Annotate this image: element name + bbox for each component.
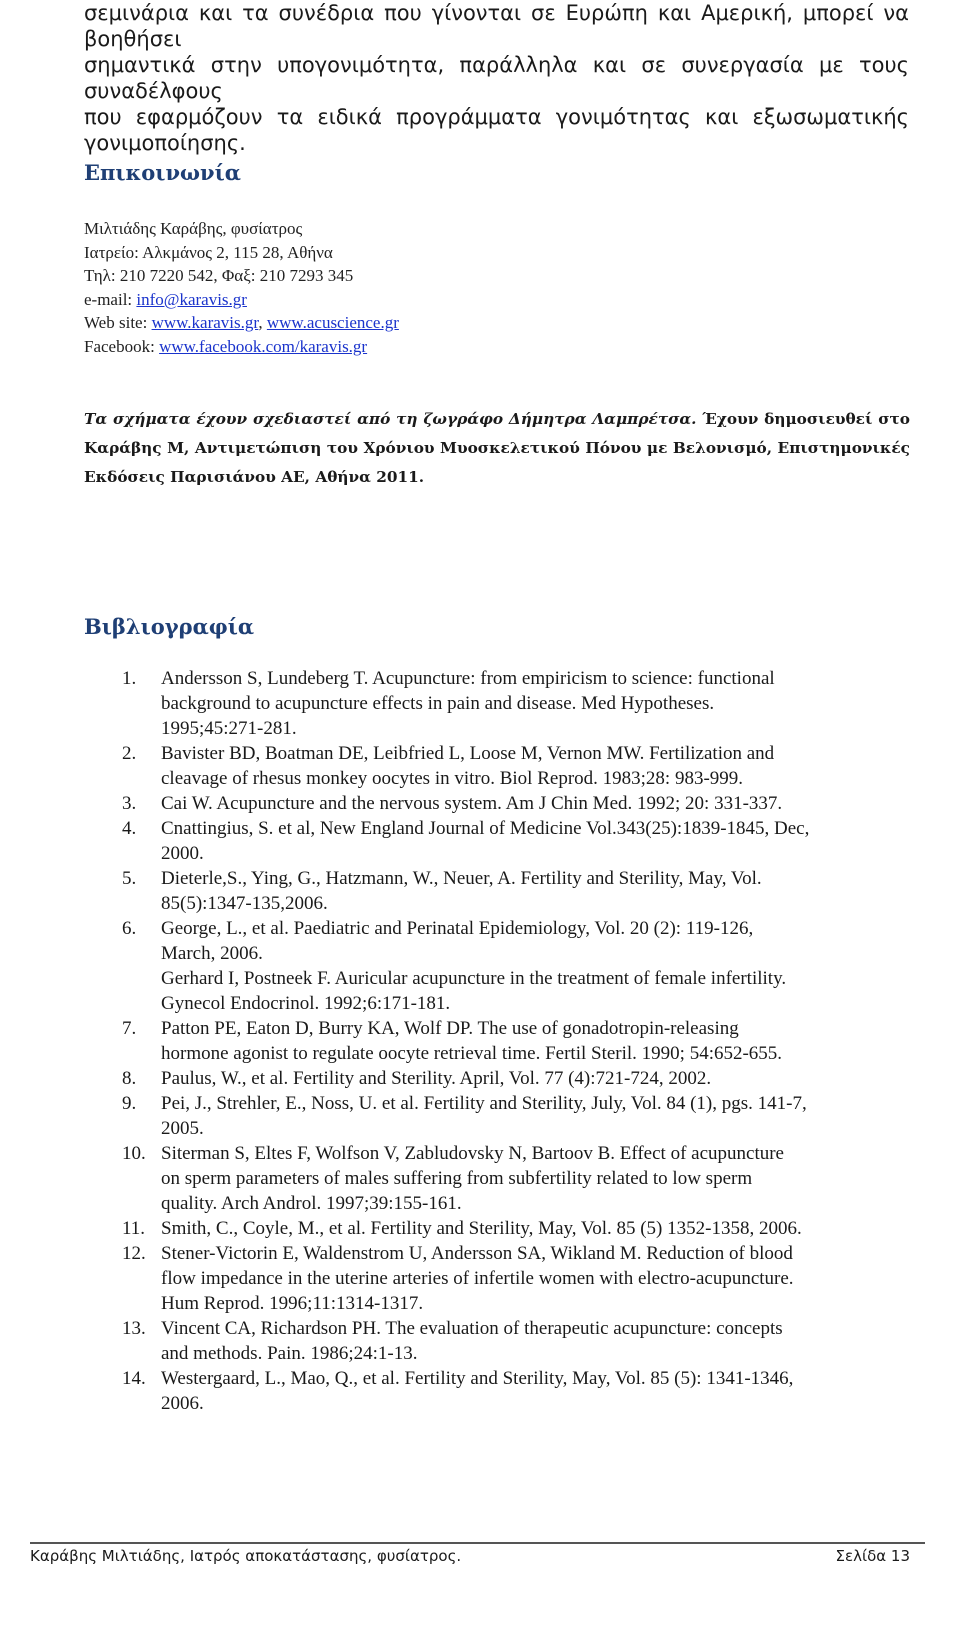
reference-line: 85(5):1347-135,2006. bbox=[161, 893, 328, 914]
reference-text bbox=[161, 1316, 960, 1366]
reference-line: 1995;45:271-281. bbox=[161, 718, 297, 739]
reference-item bbox=[84, 1216, 960, 1241]
reference-item bbox=[84, 1066, 960, 1091]
reference-line: Gerhard I, Postneek F. Auricular acupuncture in the treatment of female infertility. bbox=[161, 968, 787, 989]
reference-item bbox=[84, 1141, 960, 1216]
reference-item bbox=[84, 741, 960, 791]
bibliography-heading: Βιβλιογραφία bbox=[84, 614, 255, 639]
reference-item bbox=[84, 916, 960, 1016]
footer-page-number: Σελίδα 13 bbox=[835, 1547, 910, 1565]
reference-line: Bavister BD, Boatman DE, Leibfried L, Loose M, Vernon MW. Fertilization and bbox=[161, 743, 775, 764]
reference-line: on sperm parameters of males suffering from subfertility related to low sperm bbox=[161, 1168, 753, 1189]
reference-text bbox=[161, 816, 960, 866]
figures-note bbox=[84, 405, 957, 492]
reference-line: March, 2006. bbox=[161, 943, 263, 964]
facebook-label: Facebook: bbox=[84, 336, 160, 356]
website-link-acuscience[interactable]: www.acuscience.gr bbox=[266, 313, 399, 332]
contact-name: Μιλτιάδης Καράβης, φυσίατρος bbox=[84, 219, 303, 238]
reference-text bbox=[161, 791, 960, 816]
reference-line: Paulus, W., et al. Fertility and Sterility. April, Vol. 77 (4):721-724, 2002. bbox=[161, 1068, 712, 1089]
email-link[interactable]: info@karavis.gr bbox=[136, 289, 247, 309]
reference-line: Westergaard, L., Mao, Q., et al. Fertility and Sterility, May, Vol. 85 (5): 1341-1346, bbox=[161, 1368, 794, 1389]
reference-line: background to acupuncture effects in pain and disease. Med Hypotheses. bbox=[161, 693, 715, 714]
facebook-link[interactable]: www.facebook.com/karavis.gr bbox=[159, 336, 368, 356]
reference-item bbox=[84, 1016, 960, 1066]
reference-line: 2005. bbox=[161, 1118, 204, 1139]
reference-text bbox=[161, 666, 960, 741]
reference-line: Cnattingius, S. et al, New England Journal of Medicine Vol.343(25):1839-1845, Dec, bbox=[161, 818, 810, 839]
intro-line: γονιμοποίησης. bbox=[84, 131, 246, 155]
reference-text bbox=[161, 741, 960, 791]
reference-number: 13. bbox=[122, 1318, 146, 1339]
reference-item bbox=[84, 816, 960, 866]
reference-number: 4. bbox=[122, 818, 137, 839]
reference-text bbox=[161, 1066, 960, 1091]
intro-line: σεμινάρια και τα συνέδρια που γίνονται σε Ευρώπη και Αμερική, μπορεί να βοηθήσει bbox=[84, 1, 909, 51]
reference-line: Cai W. Acupuncture and the nervous system. Am J Chin Med. 1992; 20: 331-337. bbox=[161, 793, 783, 814]
reference-line: 2006. bbox=[161, 1393, 204, 1414]
contact-heading: Επικοινωνία bbox=[84, 160, 241, 185]
reference-number: 7. bbox=[122, 1018, 137, 1039]
reference-text bbox=[161, 866, 960, 916]
web-label: Web site: bbox=[84, 313, 152, 332]
reference-line: Andersson S, Lundeberg T. Acupuncture: from empiricism to science: functional bbox=[161, 668, 775, 689]
note-italic: Τα σχήματα έχουν σχεδιαστεί από τη ζωγράφο Δήμητρα Λαμπρέτσα. bbox=[84, 410, 697, 428]
reference-number: 2. bbox=[122, 743, 137, 764]
reference-line: Vincent CA, Richardson PH. The evaluation of therapeutic acupuncture: concepts bbox=[161, 1318, 783, 1339]
email-label: e-mail: bbox=[84, 289, 137, 309]
intro-line: σημαντικά στην υπογονιμότητα, παράλληλα και σε συνεργασία με τους συναδέλφους bbox=[84, 53, 909, 103]
reference-item bbox=[84, 666, 960, 741]
intro-line: που εφαρμόζουν τα ειδικά προγράμματα γονιμότητας και εξωσωματικής bbox=[84, 105, 909, 129]
reference-number: 9. bbox=[122, 1093, 137, 1114]
reference-line: Gynecol Endocrinol. 1992;6:171-181. bbox=[161, 993, 451, 1014]
footer-author: Καράβης Μιλτιάδης, Ιατρός αποκατάστασης, φυσίατρος. bbox=[30, 1547, 462, 1565]
reference-text bbox=[161, 1016, 960, 1066]
note-line1-rest: Έχουν δημοσιευθεί στο bbox=[696, 410, 911, 428]
reference-item bbox=[84, 1316, 960, 1366]
reference-text bbox=[161, 1241, 960, 1316]
reference-item bbox=[84, 791, 960, 816]
reference-line: 2000. bbox=[161, 843, 204, 864]
reference-number: 12. bbox=[122, 1243, 146, 1264]
reference-line: hormone agonist to regulate oocyte retrieval time. Fertil Steril. 1990; 54:652-655. bbox=[161, 1043, 783, 1064]
reference-number: 6. bbox=[122, 918, 137, 939]
reference-text bbox=[161, 1091, 960, 1141]
reference-line: Pei, J., Strehler, E., Noss, U. et al. Fertility and Sterility, July, Vol. 84 (1), pgs. 141-7, bbox=[161, 1093, 807, 1114]
reference-text bbox=[161, 1141, 960, 1216]
contact-block bbox=[84, 217, 399, 358]
reference-number: 8. bbox=[122, 1068, 137, 1089]
website-link-karavis[interactable]: www.karavis.gr bbox=[151, 313, 259, 332]
reference-text bbox=[161, 916, 960, 1016]
reference-number: 14. bbox=[122, 1368, 146, 1389]
contact-email-row bbox=[84, 288, 399, 312]
reference-text bbox=[161, 1216, 960, 1241]
reference-text bbox=[161, 1366, 960, 1416]
reference-number: 3. bbox=[122, 793, 137, 814]
reference-item bbox=[84, 1366, 960, 1416]
contact-web-row bbox=[84, 311, 399, 335]
reference-line: Hum Reprod. 1996;11:1314-1317. bbox=[161, 1293, 424, 1314]
contact-phones: Τηλ: 210 7220 542, Φαξ: 210 7293 345 bbox=[84, 266, 354, 285]
reference-line: Stener-Victorin E, Waldenstrom U, Andersson SA, Wikland M. Reduction of blood bbox=[161, 1243, 793, 1264]
note-line: Καράβης Μ, Αντιμετώπιση του Χρόνιου Μυοσκελετικού Πόνου με Βελονισμό, Επιστημονικές bbox=[84, 439, 910, 457]
reference-number: 5. bbox=[122, 868, 137, 889]
reference-number: 11. bbox=[122, 1218, 146, 1239]
reference-item bbox=[84, 1241, 960, 1316]
reference-line: Smith, C., Coyle, M., et al. Fertility and Sterility, May, Vol. 85 (5) 1352-1358, 2006. bbox=[161, 1218, 802, 1239]
reference-list bbox=[84, 666, 960, 1416]
note-line: Εκδόσεις Παρισιάνου ΑΕ, Αθήνα 2011. bbox=[84, 468, 425, 486]
reference-line: quality. Arch Androl. 1997;39:155-161. bbox=[161, 1193, 462, 1214]
note-line bbox=[84, 405, 910, 434]
reference-item bbox=[84, 866, 960, 916]
reference-line: Patton PE, Eaton D, Burry KA, Wolf DP. The use of gonadotropin-releasing bbox=[161, 1018, 739, 1039]
web-separator: , bbox=[258, 313, 267, 332]
contact-facebook-row bbox=[84, 335, 399, 359]
reference-line: George, L., et al. Paediatric and Perinatal Epidemiology, Vol. 20 (2): 119-126, bbox=[161, 918, 754, 939]
reference-line: flow impedance in the uterine arteries of infertile women with electro-acupuncture. bbox=[161, 1268, 794, 1289]
reference-number: 10. bbox=[122, 1143, 146, 1164]
reference-item bbox=[84, 1091, 960, 1141]
contact-address: Ιατρείο: Αλκμάνος 2, 115 28, Αθήνα bbox=[84, 242, 333, 262]
reference-number: 1. bbox=[122, 668, 137, 689]
reference-line: Dieterle,S., Ying, G., Hatzmann, W., Neuer, A. Fertility and Sterility, May, Vol. bbox=[161, 868, 762, 889]
intro-paragraph bbox=[84, 0, 960, 156]
reference-line: and methods. Pain. 1986;24:1-13. bbox=[161, 1343, 418, 1364]
reference-line: Siterman S, Eltes F, Wolfson V, Zabludovsky N, Bartoov B. Effect of acupuncture bbox=[161, 1143, 784, 1164]
footer-divider bbox=[30, 1542, 925, 1544]
reference-line: cleavage of rhesus monkey oocytes in vitro. Biol Reprod. 1983;28: 983-999. bbox=[161, 768, 744, 789]
